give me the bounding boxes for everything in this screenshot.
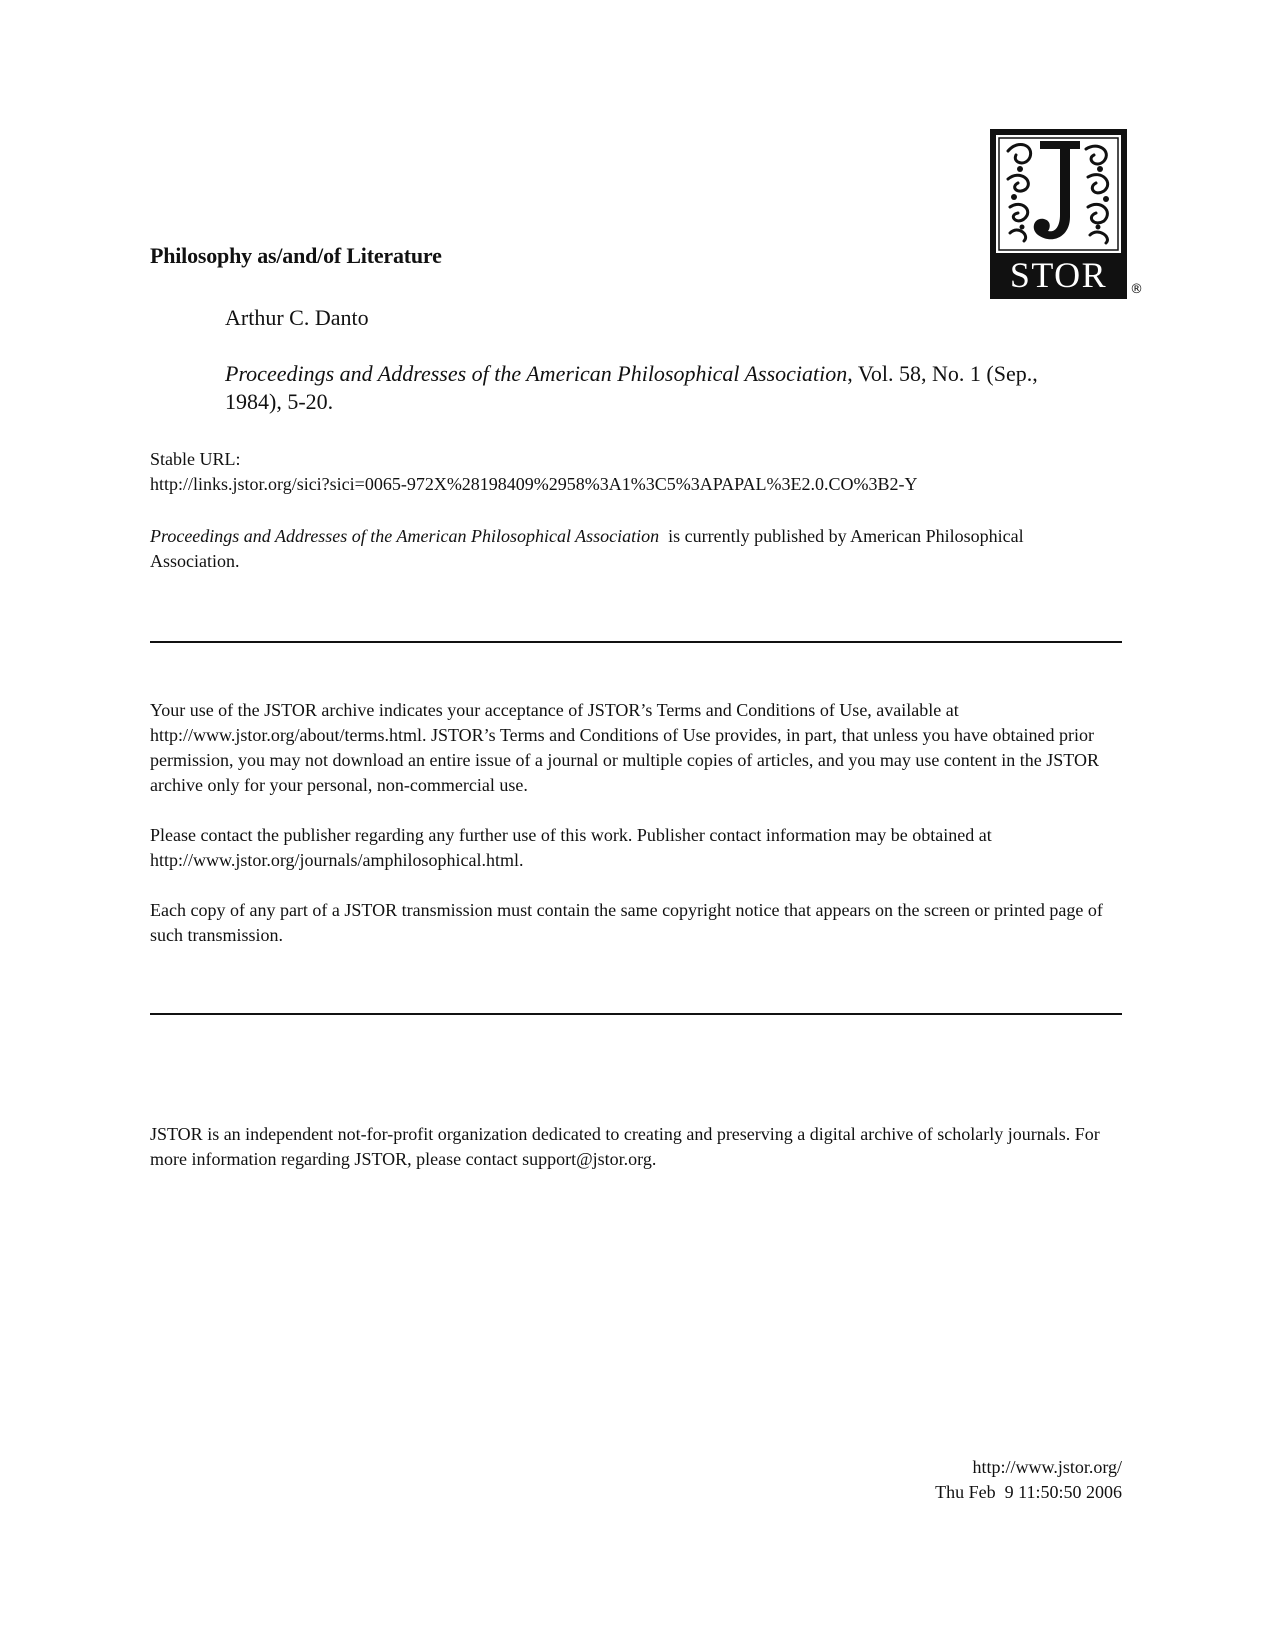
jstor-about-paragraph: JSTOR is an independent not-for-profit organization dedicated to creating and preserving a digital archive of scholarly journals. For more information regarding JSTOR, please contact support@jstor.org. bbox=[150, 1124, 1100, 1169]
author-name: Arthur C. Danto bbox=[225, 305, 369, 330]
publisher-note bbox=[150, 524, 1080, 574]
jstor-logo-text: STOR bbox=[1009, 255, 1108, 295]
document-title: Philosophy as/and/of Literature bbox=[150, 243, 442, 268]
footer bbox=[935, 1455, 1122, 1505]
footer-url[interactable]: http://www.jstor.org/ bbox=[972, 1457, 1122, 1477]
divider-top bbox=[150, 641, 1122, 643]
stable-url-link[interactable]: http://links.jstor.org/sici?sici=0065-972X%28198409%2958%3A1%3C5%3APAPAL%3E2.0.CO%3B2-Y bbox=[150, 474, 918, 494]
publisher-note-text: is currently published by American Philosophical Association. bbox=[150, 526, 1028, 571]
jstor-logo-icon bbox=[990, 129, 1127, 299]
citation-details: , Vol. 58, No. 1 (Sep., 1984), 5-20. bbox=[225, 361, 1038, 414]
footer-timestamp: Thu Feb 9 11:50:50 2006 bbox=[935, 1482, 1122, 1502]
terms-paragraph: Your use of the JSTOR archive indicates your acceptance of JSTOR’s Terms and Conditions of Use, available at http://www.jstor.org/about/terms.html. JSTOR’s Terms and Conditions of Use provides, in part, that unless you have obtained prior permission, you may not download an entire issue of a journal or multiple copies of articles, and you may use content in the JSTOR archive only for your personal, non-commercial use. bbox=[150, 700, 1099, 795]
registered-mark: ® bbox=[1130, 282, 1143, 297]
stable-url-label: Stable URL: bbox=[150, 449, 241, 469]
contact-paragraph: Please contact the publisher regarding any further use of this work. Publisher contact information may be obtained at http://www.jstor.org/journals/amphilosophical.html. bbox=[150, 825, 992, 870]
divider-bottom bbox=[150, 1013, 1122, 1015]
publisher-note-journal: Proceedings and Addresses of the American Philosophical Association bbox=[150, 526, 660, 546]
citation bbox=[225, 360, 1095, 416]
citation-journal: Proceedings and Addresses of the American Philosophical Association bbox=[225, 361, 848, 386]
copyright-paragraph: Each copy of any part of a JSTOR transmission must contain the same copyright notice that appears on the screen or printed page of such transmission. bbox=[150, 900, 1103, 945]
